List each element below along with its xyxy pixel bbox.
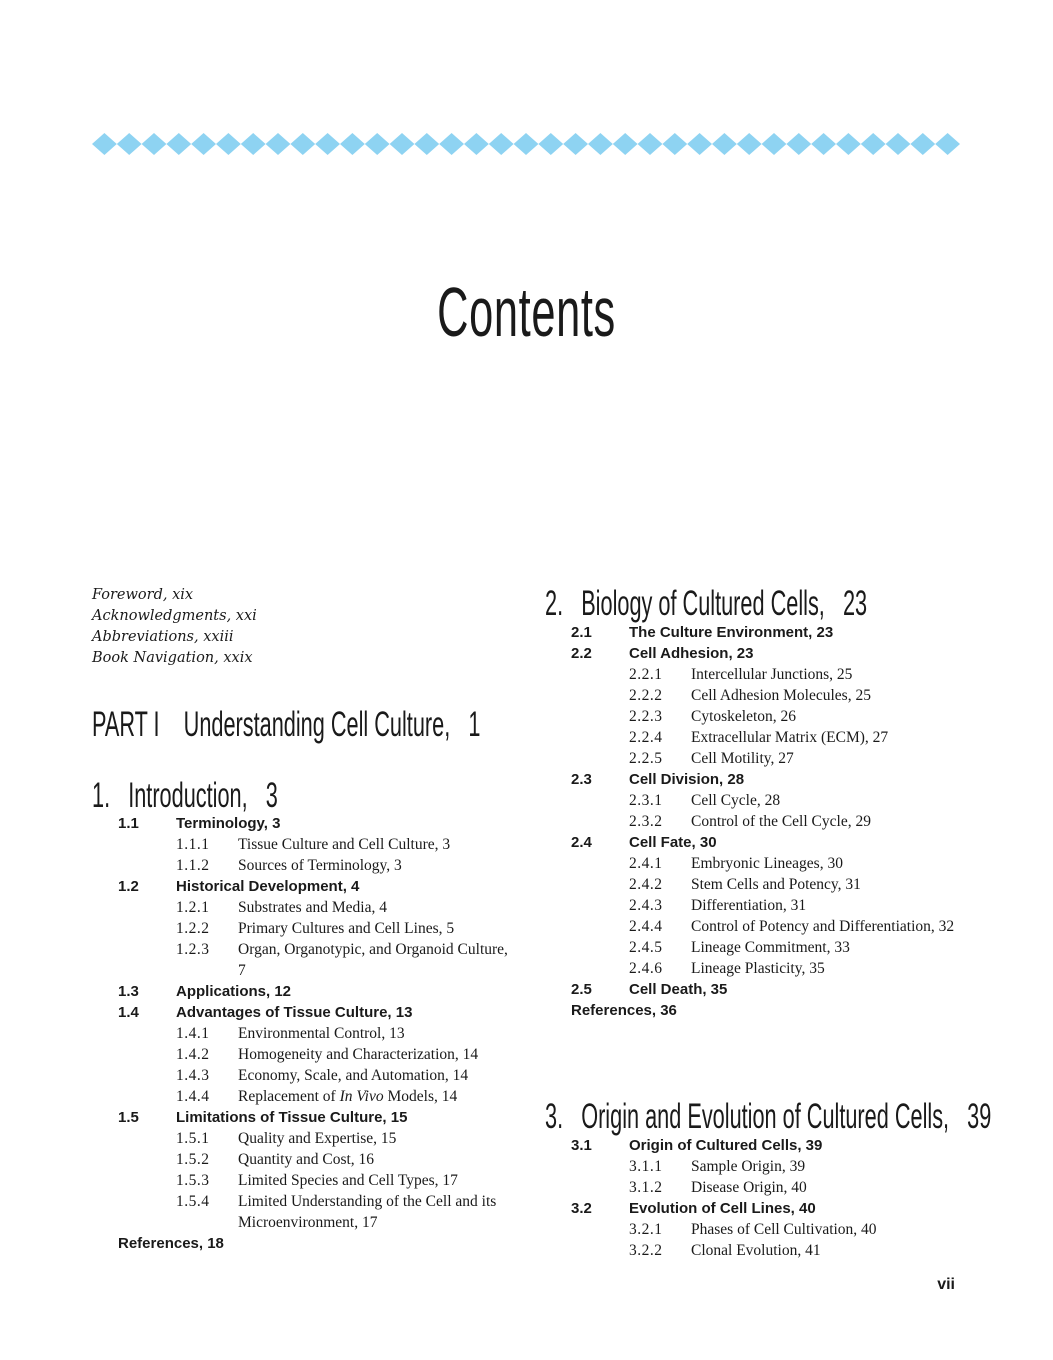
subsection-text: Quality and Expertise, 15: [238, 1130, 397, 1147]
subsection-title: [691, 706, 971, 727]
chapter-1-entries: [118, 813, 528, 1254]
diamond-shape: [737, 133, 762, 155]
subsection-text: Control of the Cell Cycle, 29: [691, 813, 871, 830]
diamond-shape: [811, 133, 836, 155]
subsection-text: Economy, Scale, and Automation, 14: [238, 1067, 469, 1084]
section-title: Origin of Cultured Cells, 39: [629, 1137, 823, 1154]
diamond-shape: [762, 133, 787, 155]
subsection-number: 3.1.2: [629, 1179, 663, 1196]
subsection-entry[interactable]: [118, 1065, 528, 1086]
subsection-text: Cell Adhesion Molecules, 25: [691, 687, 871, 704]
section-title: The Culture Environment, 23: [629, 624, 834, 641]
subsection-text: Substrates and Media, 4: [238, 899, 387, 916]
subsection-number: 2.3.1: [629, 792, 663, 809]
subsection-text: Clonal Evolution, 41: [691, 1242, 821, 1259]
section-number: 2.1: [571, 624, 592, 641]
subsection-title: [691, 937, 971, 958]
chapter-page: 39: [967, 1097, 992, 1136]
diamond-shape: [390, 133, 415, 155]
section-number: 2.3: [571, 771, 592, 788]
subsection-number: 3.1.1: [629, 1158, 663, 1175]
section-title: Applications, 12: [176, 983, 292, 1000]
section-number: 1.5: [118, 1109, 139, 1126]
subsection-text: Limited Species and Cell Types, 17: [238, 1172, 458, 1189]
subsection-text: Organ, Organotypic, and Organoid Culture, 7: [238, 941, 508, 979]
subsection-entry[interactable]: [571, 937, 981, 958]
subsection-text: Sources of Terminology, 3: [238, 857, 402, 874]
front-matter-list: [92, 585, 257, 669]
subsection-title: [238, 1191, 518, 1233]
subsection-title: [238, 1086, 518, 1107]
subsection-entry[interactable]: [571, 685, 981, 706]
subsection-title: [691, 790, 971, 811]
chapter-2-entries: [571, 622, 981, 1021]
subsection-title: [238, 1170, 518, 1191]
subsection-title: [691, 664, 971, 685]
front-matter-book-navigation[interactable]: Book Navigation, xxix: [92, 650, 253, 666]
diamond-shape: [588, 133, 613, 155]
section-number: 2.5: [571, 981, 592, 998]
subsection-text: Limited Understanding of the Cell and its Microenvironment, 17: [238, 1193, 497, 1231]
subsection-number: 2.2.1: [629, 666, 663, 683]
subsection-entry[interactable]: [118, 1191, 528, 1233]
subsection-title: [238, 939, 518, 981]
subsection-entry[interactable]: [571, 790, 981, 811]
subsection-number: 3.2.1: [629, 1221, 663, 1238]
subsection-entry[interactable]: [118, 1023, 528, 1044]
subsection-number: 2.2.3: [629, 708, 663, 725]
subsection-text: Tissue Culture and Cell Culture, 3: [238, 836, 451, 853]
subsection-title: [691, 1219, 971, 1240]
subsection-title: [238, 1128, 518, 1149]
subsection-entry[interactable]: [118, 1128, 528, 1149]
subsection-text: Phases of Cell Cultivation, 40: [691, 1221, 877, 1238]
subsection-number: 2.4.3: [629, 897, 663, 914]
subsection-number: 1.5.4: [176, 1193, 210, 1210]
subsection-entry[interactable]: [118, 855, 528, 876]
chapter-number: 2.: [545, 584, 564, 623]
subsection-number: 1.4.1: [176, 1025, 210, 1042]
page-number: vii: [937, 1276, 955, 1293]
front-matter-abbreviations[interactable]: Abbreviations, xxiii: [92, 629, 234, 645]
diamond-shape: [414, 133, 439, 155]
subsection-number: 2.4.2: [629, 876, 663, 893]
subsection-entry[interactable]: [571, 664, 981, 685]
section-title: Cell Death, 35: [629, 981, 728, 998]
subsection-text: Lineage Commitment, 33: [691, 939, 850, 956]
section-number: 1.3: [118, 983, 139, 1000]
section-number: 3.1: [571, 1137, 592, 1154]
chapter-page: 3: [265, 776, 278, 815]
subsection-text: Extracellular Matrix (ECM), 27: [691, 729, 889, 746]
subsection-text: Disease Origin, 40: [691, 1179, 807, 1196]
section-entry[interactable]: [571, 769, 981, 790]
subsection-text: Control of Potency and Differentiation, 32: [691, 918, 955, 935]
subsection-entry[interactable]: [571, 916, 981, 937]
section-entry[interactable]: [571, 622, 981, 643]
diamond-shape: [786, 133, 811, 155]
subsection-text: Cell Cycle, 28: [691, 792, 781, 809]
subsection-entry[interactable]: [118, 939, 528, 981]
subsection-text: Cytoskeleton, 26: [691, 708, 797, 725]
subsection-entry[interactable]: [571, 706, 981, 727]
section-entry[interactable]: [118, 876, 528, 897]
subsection-entry[interactable]: [571, 811, 981, 832]
chapter-title: Introduction,: [128, 776, 248, 815]
subsection-entry[interactable]: [118, 1086, 528, 1107]
subsection-title: [238, 834, 518, 855]
part-page: 1: [468, 705, 481, 744]
subsection-number: 1.5.3: [176, 1172, 210, 1189]
section-entry[interactable]: [118, 1107, 528, 1128]
subsection-title: [238, 897, 518, 918]
subsection-number: 1.1.1: [176, 836, 210, 853]
subsection-text: Quantity and Cost, 16: [238, 1151, 375, 1168]
diamond-border-decoration: [92, 133, 960, 155]
subsection-title: [238, 918, 518, 939]
section-entry[interactable]: [118, 1002, 528, 1023]
subsection-entry[interactable]: [118, 918, 528, 939]
diamond-shape: [464, 133, 489, 155]
diamond-shape: [142, 133, 167, 155]
chapter-number: 3.: [545, 1097, 564, 1136]
subsection-number: 1.2.2: [176, 920, 210, 937]
references-entry[interactable]: References, 18: [118, 1235, 224, 1252]
diamond-shape: [117, 133, 142, 155]
diamond-shape: [315, 133, 340, 155]
diamond-shape: [166, 133, 191, 155]
section-title: Cell Adhesion, 23: [629, 645, 754, 662]
chapter-title: Origin and Evolution of Cultured Cells,: [581, 1097, 950, 1136]
section-number: 2.2: [571, 645, 592, 662]
subsection-text: Intercellular Junctions, 25: [691, 666, 853, 683]
subsection-entry[interactable]: [571, 1177, 981, 1198]
section-number: 1.1: [118, 815, 139, 832]
diamond-shape: [662, 133, 687, 155]
subsection-title: [691, 685, 971, 706]
diamond-shape: [712, 133, 737, 155]
subsection-text: Embryonic Lineages, 30: [691, 855, 843, 872]
subsection-text: Differentiation, 31: [691, 897, 807, 914]
subsection-entry[interactable]: [118, 897, 528, 918]
subsection-number: 2.4.6: [629, 960, 663, 977]
front-matter-acknowledgments[interactable]: Acknowledgments, xxi: [92, 608, 257, 624]
section-number: 1.2: [118, 878, 139, 895]
subsection-text-tail: Models, 14: [383, 1088, 458, 1105]
section-entry[interactable]: [571, 1135, 981, 1156]
section-number: 2.4: [571, 834, 592, 851]
subsection-title: [691, 874, 971, 895]
subsection-number: 1.5.1: [176, 1130, 210, 1147]
subsection-title: [691, 1240, 971, 1261]
diamond-shape: [439, 133, 464, 155]
subsection-title: [691, 727, 971, 748]
section-title: Advantages of Tissue Culture, 13: [176, 1004, 413, 1021]
section-entry[interactable]: [118, 813, 528, 834]
section-entry[interactable]: [571, 832, 981, 853]
diamond-shape: [92, 133, 117, 155]
subsection-title: [691, 1177, 971, 1198]
diamond-shape: [266, 133, 291, 155]
subsection-number: 1.4.4: [176, 1088, 210, 1105]
subsection-entry[interactable]: [571, 853, 981, 874]
subsection-entry[interactable]: [118, 1044, 528, 1065]
section-title: Historical Development, 4: [176, 878, 360, 895]
subsection-title: [691, 895, 971, 916]
subsection-title: [238, 1023, 518, 1044]
diamond-shape: [241, 133, 266, 155]
section-number: 3.2: [571, 1200, 592, 1217]
subsection-number: 1.2.3: [176, 941, 210, 958]
diamond-shape: [191, 133, 216, 155]
front-matter-foreword[interactable]: Foreword, xix: [92, 587, 194, 603]
subsection-title: [238, 1149, 518, 1170]
subsection-text: Homogeneity and Characterization, 14: [238, 1046, 479, 1063]
subsection-number: 1.4.2: [176, 1046, 210, 1063]
chapter-title: Biology of Cultured Cells,: [581, 584, 825, 623]
diamond-shape: [638, 133, 663, 155]
section-title: Cell Fate, 30: [629, 834, 717, 851]
section-number: 1.4: [118, 1004, 139, 1021]
subsection-text: Environmental Control, 13: [238, 1025, 405, 1042]
diamond-shape: [489, 133, 514, 155]
subsection-entry[interactable]: [571, 958, 981, 979]
subsection-entry[interactable]: [571, 727, 981, 748]
subsection-text: Cell Motility, 27: [691, 750, 794, 767]
page-title: Contents: [437, 273, 616, 351]
subsection-text: Lineage Plasticity, 35: [691, 960, 825, 977]
section-entry[interactable]: [571, 643, 981, 664]
subsection-entry[interactable]: [571, 748, 981, 769]
chapter-2-heading[interactable]: [545, 580, 1053, 628]
subsection-title: [691, 916, 971, 937]
diamond-shape: [563, 133, 588, 155]
section-title: Limitations of Tissue Culture, 15: [176, 1109, 408, 1126]
diamond-shape: [836, 133, 861, 155]
diamond-shape: [290, 133, 315, 155]
subsection-entry[interactable]: [118, 1170, 528, 1191]
chapter-number: 1.: [92, 776, 111, 815]
diamond-shape: [340, 133, 365, 155]
subsection-entry[interactable]: [571, 1156, 981, 1177]
subsection-number: 2.4.1: [629, 855, 663, 872]
subsection-entry[interactable]: [571, 874, 981, 895]
subsection-number: 1.1.2: [176, 857, 210, 874]
subsection-italic-text: In Vivo: [339, 1088, 384, 1105]
subsection-title: [238, 1044, 518, 1065]
subsection-text: Sample Origin, 39: [691, 1158, 806, 1175]
diamond-shape: [861, 133, 886, 155]
section-title: Terminology, 3: [176, 815, 281, 832]
section-title: Evolution of Cell Lines, 40: [629, 1200, 816, 1217]
subsection-entry[interactable]: [571, 895, 981, 916]
subsection-number: 2.2.4: [629, 729, 663, 746]
subsection-number: 2.3.2: [629, 813, 663, 830]
subsection-number: 3.2.2: [629, 1242, 663, 1259]
references-entry[interactable]: References, 36: [571, 1002, 677, 1019]
section-entry[interactable]: [571, 979, 981, 1000]
diamond-shape: [538, 133, 563, 155]
diamond-shape: [910, 133, 935, 155]
subsection-title: [238, 855, 518, 876]
chapter-3-entries: [571, 1135, 981, 1261]
part-title: Understanding Cell Culture,: [183, 705, 451, 744]
subsection-entry[interactable]: [118, 1149, 528, 1170]
section-entry[interactable]: [118, 981, 528, 1002]
subsection-text: Replacement of: [238, 1088, 340, 1105]
subsection-number: 1.5.2: [176, 1151, 210, 1168]
part-label: PART I: [92, 705, 160, 744]
subsection-title: [691, 811, 971, 832]
subsection-title: [691, 748, 971, 769]
diamond-shape: [886, 133, 911, 155]
subsection-number: 1.4.3: [176, 1067, 210, 1084]
subsection-number: 1.2.1: [176, 899, 210, 916]
diamond-shape: [514, 133, 539, 155]
diamond-shape: [687, 133, 712, 155]
chapter-3-heading[interactable]: [545, 1093, 1053, 1141]
subsection-entry[interactable]: [118, 834, 528, 855]
diamond-shape: [216, 133, 241, 155]
subsection-title: [691, 1156, 971, 1177]
subsection-text: Primary Cultures and Cell Lines, 5: [238, 920, 455, 937]
subsection-number: 2.2.5: [629, 750, 663, 767]
subsection-number: 2.2.2: [629, 687, 663, 704]
subsection-text: Stem Cells and Potency, 31: [691, 876, 861, 893]
diamond-shape: [613, 133, 638, 155]
section-title: Cell Division, 28: [629, 771, 745, 788]
diamond-shape: [365, 133, 390, 155]
subsection-title: [238, 1065, 518, 1086]
subsection-entry[interactable]: [571, 1240, 981, 1261]
section-entry[interactable]: [571, 1198, 981, 1219]
subsection-title: [691, 958, 971, 979]
subsection-title: [691, 853, 971, 874]
subsection-number: 2.4.5: [629, 939, 663, 956]
subsection-entry[interactable]: [571, 1219, 981, 1240]
chapter-page: 23: [842, 584, 868, 623]
diamond-shape: [935, 133, 960, 155]
subsection-number: 2.4.4: [629, 918, 663, 935]
